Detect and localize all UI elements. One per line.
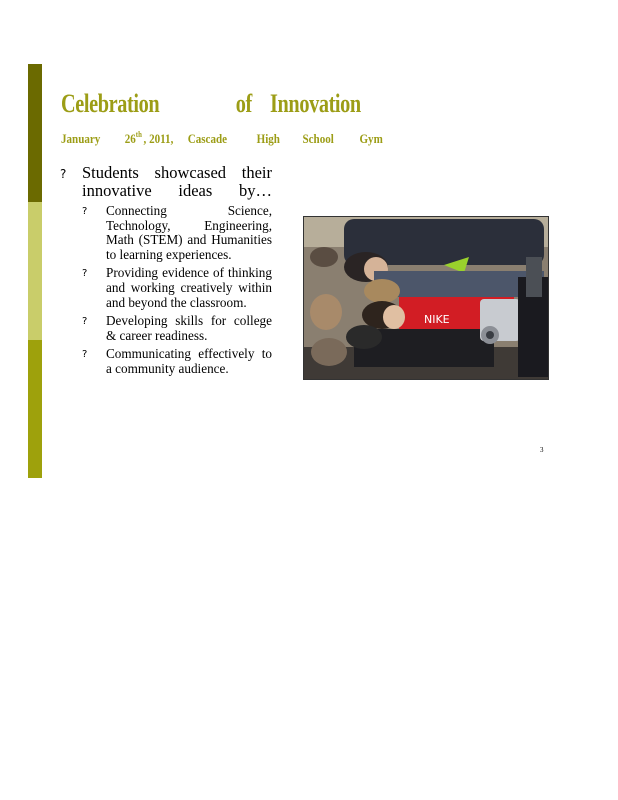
sub-bullet bbox=[82, 266, 272, 310]
subtitle-month: January bbox=[61, 131, 101, 146]
main-bullet bbox=[60, 164, 272, 200]
sub-bullet bbox=[82, 314, 272, 343]
subtitle-school-word: High bbox=[256, 131, 280, 146]
subtitle-school-word: Gym bbox=[359, 131, 383, 146]
page-number: 3 bbox=[540, 446, 544, 454]
subtitle-school-word: School bbox=[302, 131, 334, 146]
side-bar-top-segment bbox=[28, 64, 42, 202]
title-word: Innovation bbox=[270, 89, 361, 118]
side-bar-middle-segment bbox=[28, 202, 42, 340]
sub-bullet-text: Connecting Science, Technology, Engineering, Math (STEM) and Humanities to learning experiences. bbox=[106, 203, 272, 262]
bullet-marker-icon: ? bbox=[82, 316, 88, 328]
decorative-side-bar bbox=[28, 64, 42, 478]
slide-subtitle bbox=[61, 126, 383, 148]
sub-bullet bbox=[82, 347, 272, 376]
sub-bullet bbox=[82, 204, 272, 262]
title-word: of bbox=[235, 89, 252, 118]
sub-bullet-list bbox=[60, 204, 272, 377]
sub-bullet-text: Communicating effectively to a community audience. bbox=[106, 346, 272, 376]
bullet-list bbox=[60, 164, 272, 381]
sub-bullet-text: Providing evidence of thinking and working creatively within and beyond the classroom. bbox=[106, 265, 272, 310]
subtitle-day: 26 bbox=[124, 131, 136, 146]
photo-illustration bbox=[304, 217, 548, 379]
bullet-marker-icon: ? bbox=[60, 167, 67, 181]
slide-title bbox=[61, 88, 361, 120]
bullet-marker-icon: ? bbox=[82, 206, 88, 217]
main-bullet-text: Students showcased their innovative ideas by… bbox=[82, 163, 272, 200]
title-word: Celebration bbox=[61, 89, 160, 118]
subtitle-ordinal: th bbox=[135, 130, 142, 139]
sub-bullet-text: Developing skills for college & career readiness. bbox=[106, 313, 272, 343]
bullet-marker-icon: ? bbox=[82, 349, 88, 361]
subtitle-year: , 2011, bbox=[143, 131, 174, 146]
bullet-marker-icon: ? bbox=[82, 268, 88, 280]
event-photo bbox=[303, 216, 549, 380]
shirt-text: NIKE bbox=[424, 313, 450, 326]
subtitle-school-word: Cascade bbox=[187, 131, 228, 146]
side-bar-bottom-segment bbox=[28, 340, 42, 478]
